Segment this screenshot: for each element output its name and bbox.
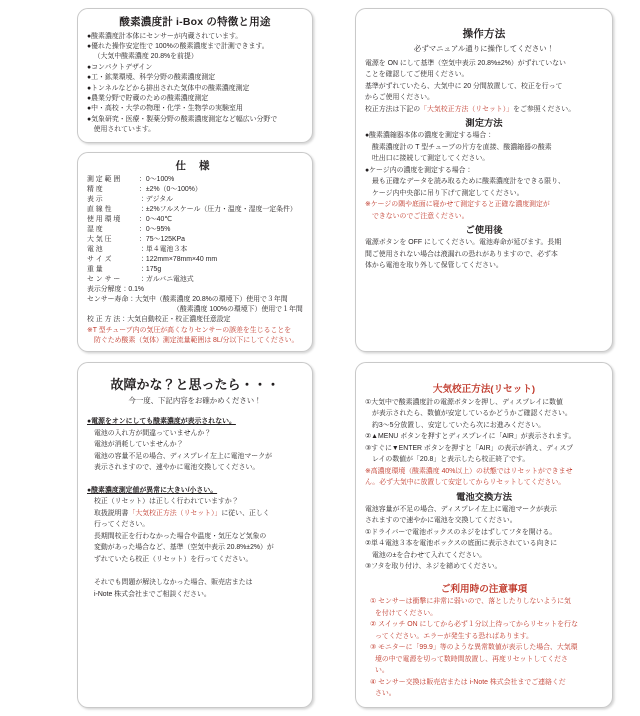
table-row <box>87 255 303 265</box>
battery-step: ②単４電池３本を電池ボックスの底面に表示されている向きに <box>365 540 558 548</box>
calib-ref-prefix: 校正方法は下記の <box>365 105 421 113</box>
operation-paragraph: 電源を ON にして基準（空気中表示 20.8%±2%）がずれていない <box>365 59 566 67</box>
features-list <box>87 32 303 135</box>
issue-2-line: 行ってください。 <box>94 521 150 529</box>
spec-value: ：0〜95% <box>139 226 171 234</box>
caution-item: さい。 <box>375 690 396 698</box>
battery-step: ③フタを取り付け、ネジを締めてください。 <box>365 563 502 571</box>
measurement-warning-line2: できないのでご注意ください。 <box>372 212 469 220</box>
list-item: ●酸素濃度計本体にセンサーが内蔵されています。 <box>87 32 243 40</box>
calibration-step: ②▲MENU ボタンを押すとディスプレイに「AIR」が表示されます。 <box>365 433 576 441</box>
issue-2-link: 「大気校正方法（リセット）」 <box>128 509 222 517</box>
caution-item: ④ センサー交換は販売店または i-Note 株式会社までご連絡くだ <box>370 678 566 686</box>
table-row <box>87 225 303 235</box>
measurement-item: 酸素濃度計の T 型チューブの片方を直接、酸濃縮器の酸素 <box>372 143 552 151</box>
spec-key: 表 示 <box>87 196 103 204</box>
spec-key: 直 線 性 <box>87 206 112 214</box>
spec-key: 大 気 圧 <box>87 236 112 244</box>
table-row <box>87 195 303 205</box>
left-panel-stack <box>77 8 313 352</box>
caution-heading: ご利用時の注意事項 <box>440 583 528 595</box>
operation-paragraph: からご使用ください。 <box>365 94 434 102</box>
table-row <box>87 235 303 245</box>
issue-2-suffix: に従い、正しく <box>221 509 270 517</box>
features-heading: 酸素濃度計 i-Box の特徴と用途 <box>119 16 271 28</box>
after-use-paragraph: 間ご使用されない場合は液漏れの恐れがありますので、必ず本 <box>365 250 558 258</box>
calibration-heading: 大気校正方法(リセット) <box>432 384 536 396</box>
list-item: ●トンネルなどから排出された気体中の酸素濃度測定 <box>87 84 250 92</box>
operation-paragraph: 基準がずれていたら、大気中に 20 分間放置して、校正を行って <box>365 82 563 90</box>
caution-item: を付けてください。 <box>375 609 438 617</box>
list-item: ●農業分野で貯蔵のための酸素濃度測定 <box>87 94 209 102</box>
issue-1-line: 表示されますので、速やかに電池交換してください。 <box>94 464 260 472</box>
spec-value: ：±2%フルスケール（圧力・温度・湿度一定条件） <box>139 206 297 214</box>
spec-key: 使 用 環 境 <box>87 216 121 224</box>
caution-item: ① センサーは衝撃に非常に弱いので、落としたりしないように気 <box>370 598 571 606</box>
table-row <box>87 215 303 225</box>
issue-2-title: ●酸素濃度測定値が異常に大きい/小さい。 <box>87 486 218 494</box>
troubleshooting-heading: 故障かな？と思ったら・・・ <box>110 377 280 393</box>
table-row <box>87 185 303 195</box>
measurement-heading: 測定方法 <box>465 118 503 129</box>
list-item: ●中・高校・大学の物理・化学・生物学の実験室用 <box>87 105 243 113</box>
after-use-heading: ご使用後 <box>465 225 503 236</box>
troubleshooting-panel <box>77 362 313 707</box>
spec-key: 測 定 範 囲 <box>87 176 121 184</box>
list-item: ●気象研究・医療・製薬分野の酸素濃度測定など幅広い分野で <box>87 115 278 123</box>
spec-value: ：ガルバニ電池式 <box>139 276 194 284</box>
calibration-step: が表示されたら、数値が安定しているかどうかご確認ください。 <box>372 410 572 418</box>
bottom-right-cell <box>320 356 640 715</box>
spec-key: 重 量 <box>87 266 103 274</box>
caution-item: ② スイッチ ON にしてから必ず１分以上待ってからリセットを行な <box>370 621 578 629</box>
spec-footnote-line2: 防ぐため酸素（気体）測定流量範囲は 8L/分以下にしてください。 <box>94 336 299 344</box>
operation-paragraph: ことを確認してご使用ください。 <box>365 71 469 79</box>
after-use-paragraph: 体から電池を取り外して保管してください。 <box>365 262 503 270</box>
battery-step: 電池の±を合わせて入れてください。 <box>372 551 487 559</box>
spec-table <box>87 175 303 345</box>
measurement-item: 最も正確なデータを読み取るために酸素濃度計をできる限り、 <box>372 178 565 186</box>
issue-2-line: 校正（リセット）は正しく行われていますか？ <box>94 498 239 506</box>
closing-line: それでも問題が解決しなかった場合、販売店または <box>94 579 253 587</box>
issue-2-line: 変動があった場合など、基準（空気中表示 20.8%±2%）が <box>94 544 274 552</box>
spec-footnote-line1: ※T 型チューブ内の気圧が高くなりセンサーの誤差を生じることを <box>87 326 292 334</box>
caution-item: ってください。エラーが発生する恐ればあります。 <box>375 632 533 640</box>
specification-panel <box>77 152 313 353</box>
calib-ref-suffix: をご参照ください。 <box>513 105 576 113</box>
calibration-reference <box>365 105 603 115</box>
issue-2-line-with-link <box>87 509 303 519</box>
issue-1-line: 電池が消耗していませんか？ <box>94 441 184 449</box>
top-right-cell <box>320 0 640 356</box>
calibration-warning-line1: ※高濃度環境（酸素濃度 40%以上）の状態ではリセットができませ <box>365 467 573 475</box>
spec-heading: 仕 様 <box>175 159 215 172</box>
calibration-panel <box>355 362 613 707</box>
spec-value: ：単４電池３本 <box>139 246 188 254</box>
spec-value: ：75〜125KPa <box>139 236 185 244</box>
calibration-step: ③すぐに▼ENTER ボタンを押すと「AIR」の表示が消え、ディスプ <box>365 444 574 452</box>
spec-value: ：175g <box>139 266 162 274</box>
caution-item: い。 <box>375 667 389 675</box>
table-row: 表示分解度：0.1% <box>87 286 145 294</box>
spec-key: セ ン サ ー <box>87 276 121 284</box>
calibration-step: ①大気中で酸素濃度計の電源ボタンを押し、ディスプレイに数値 <box>365 398 563 406</box>
measurement-item: 吐出口に接続して測定してください。 <box>372 155 490 163</box>
calib-ref-link: 「大気校正方法（リセット）」 <box>420 105 514 113</box>
features-panel <box>77 8 313 143</box>
spec-value: ：デジタル <box>139 196 174 204</box>
spec-value: ：0〜100% <box>139 176 175 184</box>
list-item: ●工・鉱業環境、科学分野の酸素濃度測定 <box>87 74 216 82</box>
battery-intro-line: 電池容量が不足の場合、ディスプレイ左上に電池マークが表示 <box>365 505 557 513</box>
top-left-cell <box>0 0 320 356</box>
issue-1-line: 電池の容量不足の場合、ディスプレイ左上に電池マークが <box>94 452 272 460</box>
table-row <box>87 245 303 255</box>
battery-step: ①ドライバーで電池ボックスのネジをはずしてフタを開ける。 <box>365 528 557 536</box>
issue-2-line: 長期間校正を行わなかった場合や温度・気圧など気象の <box>94 532 267 540</box>
list-item: 使用されています。 <box>93 126 156 134</box>
issue-2-prefix: 取扱説明書 <box>94 509 129 517</box>
issue-1-title: ●電源をオンにしても酸素濃度が表示されない。 <box>87 418 236 426</box>
battery-intro-line: されますので速やかに電池を交換してください。 <box>365 517 517 525</box>
battery-heading: 電池交換方法 <box>456 491 512 502</box>
after-use-paragraph: 電源ボタンを OFF にしてください。電池寿命が延びます。長期 <box>365 239 562 247</box>
measurement-item: ●酸素濃縮器本体の濃度を測定する場合： <box>365 132 494 140</box>
spec-key: 湿 度 <box>87 226 103 234</box>
list-item: ●コンパクトデザイン <box>87 63 153 71</box>
measurement-item: ●ケージ内の濃度を測定する場合： <box>365 166 473 174</box>
table-row <box>87 275 303 285</box>
spec-value: ：0〜40℃ <box>139 216 173 224</box>
table-row <box>87 205 303 215</box>
list-item: （大気中酸素濃度 20.8%を前提） <box>93 53 198 61</box>
table-row-continuation: （酸素濃度 100%の環境下）使用で１年間 <box>173 306 303 314</box>
measurement-warning-line1: ※ケージの隅や底面に寝かせて測定すると正確な濃度測定が <box>365 201 550 209</box>
operation-heading: 操作方法 <box>462 28 506 40</box>
calibration-step: レイの数値が「20.8」と表示したら校正終了です。 <box>372 456 530 464</box>
bottom-left-cell <box>0 356 320 715</box>
issue-2-line: ずれていたら校正（リセット）を行ってください。 <box>94 555 253 563</box>
caution-item: 境の中で電源を切って数時間放置し、再度リセットしてくださ <box>375 655 568 663</box>
issue-1-line: 電池の入れ方が間違っていませんか？ <box>94 429 212 437</box>
calibration-warning-line2: ん。必ず大気中に放置して安定してからリセットしてください。 <box>365 479 566 487</box>
caution-item: ③ モニターに「99.9」等のような異常数値が表示した場合、大気環 <box>370 644 578 652</box>
closing-line: i-Note 株式会社までご相談ください。 <box>94 590 211 598</box>
operation-subheading: 必ずマニュアル通りに操作してください！ <box>413 43 555 53</box>
table-row <box>87 265 303 275</box>
calibration-step: 約3〜5分放置し、安定していたら次にお進みください。 <box>372 421 546 429</box>
troubleshooting-subheading: 今一度、下記内容をお確かめください！ <box>128 396 262 405</box>
list-item: ●優れた操作安定性で 100%の酸素濃度まで計測できます。 <box>87 42 269 50</box>
table-row: 校 正 方 法：大気自動校正・校正濃度任意設定 <box>87 316 231 324</box>
spec-key: 精 度 <box>87 186 103 194</box>
table-row: センサー寿命：大気中（酸素濃度 20.8%の環境下）使用で３年間 <box>87 296 288 304</box>
operation-panel <box>355 8 613 352</box>
spec-key: サ イ ズ <box>87 256 112 264</box>
spec-key: 電 池 <box>87 246 103 254</box>
spec-value: ：±2%（0〜100%） <box>139 186 202 194</box>
table-row <box>87 175 303 185</box>
measurement-item: ケージ内中央部に吊り下げて測定してください。 <box>372 189 524 197</box>
spec-value: ：122mm×78mm×40 mm <box>139 256 218 264</box>
